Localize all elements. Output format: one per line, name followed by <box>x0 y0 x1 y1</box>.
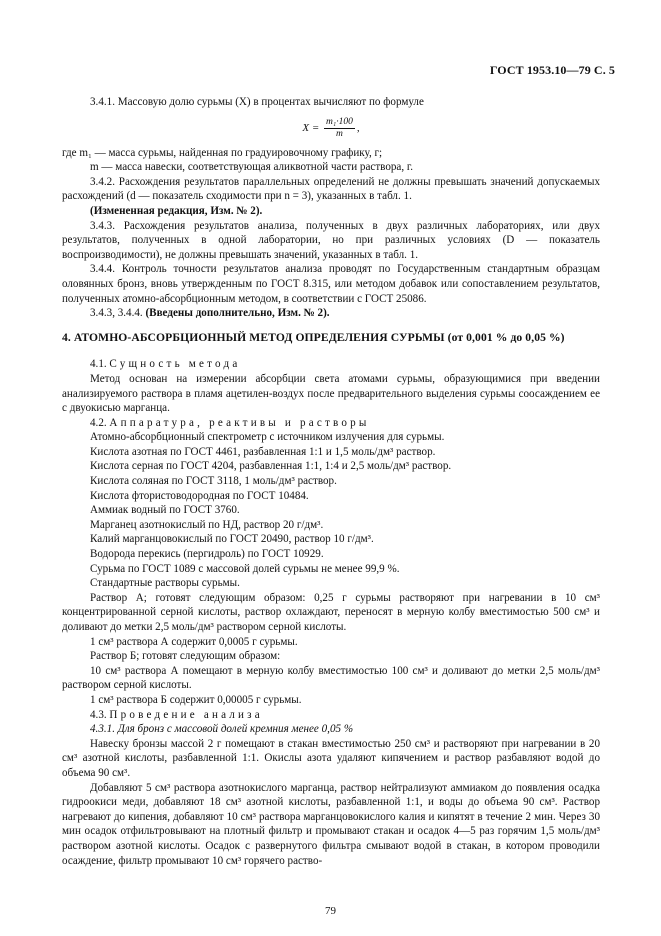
list-item: Сурьма по ГОСТ 1089 с массовой долей сурьмы не менее 99,9 %. <box>90 562 400 575</box>
revision-note: (Измененная редакция, Изм. № 2). <box>90 204 263 217</box>
where-line-1: где m₁ — масса сурьмы, найденная по градуировочному графику, г; <box>62 146 383 159</box>
clause-4-1-heading <box>62 357 600 372</box>
procedure-paragraph-2: Добавляют 5 см³ раствора азотнокислого марганца, раствор нейтрализуют аммиаком до появления осадка гидроокиси меди, добавляют 18 см³ азотной кислоты, разбавленной 1:1, и воды до объема 90 см³. Раствор нагревают до кипения, добавляют 10 см³ раствора марганцовокислого калия и кипятят в течение 2 мин. Через 30 мин осадок отфильтровывают на плотный фильтр и промывают стакан и осадок 4—5 раз горячим 1,5 моль/дм³ раствором азотной кислоты. Осадок с развернутого фильтра смывают водой в стакан, в котором проводили осаждение, фильтр промывают 10 см³ горячего раство- <box>62 781 600 867</box>
list-item: Атомно-абсорбционный спектрометр с источником излучения для сурьмы. <box>90 431 445 444</box>
clause-4-3-heading <box>62 708 600 723</box>
reagent-list <box>62 430 600 591</box>
list-item: Кислота фтористоводородная по ГОСТ 10484. <box>90 489 309 502</box>
page-number: 79 <box>325 905 336 917</box>
clause-3-4-1: 3.4.1. Массовую долю сурьмы (X) в процентах вычисляют по формуле <box>90 96 424 108</box>
clause-4-2-title: Аппаратура, реактивы и растворы <box>109 416 370 429</box>
addition-note-prefix: 3.4.3, 3.4.4. <box>90 307 146 320</box>
solution-b: Раствор Б; готовят следующим образом: <box>90 650 281 663</box>
clause-4-1-text: Метод основан на измерении абсорбции света атомами сурьмы, образующимися при введении анализируемого раствора в пламя ацетилен-воздух после предварительного выделения сурьмы соосаждением ее с двуокисью марганца. <box>62 372 600 415</box>
clause-3-4-3: 3.4.3. Расхождения результатов анализа, полученных в двух различных лабораториях, или двух результатов, полученных в одной лаборатории, но при различных условиях (D — показатель воспроизводимости), не должны превышать значений, указанных в табл. 1. <box>62 219 600 261</box>
list-item: Стандартные растворы сурьмы. <box>90 577 240 590</box>
addition-note <box>62 306 600 321</box>
page-body <box>62 95 600 868</box>
formula-tail: , <box>356 121 360 134</box>
formula-numerator: m₁·100 <box>326 116 353 127</box>
clause-4-1-number: 4.1. <box>90 358 107 371</box>
clause-4-1-title: Сущность метода <box>109 358 241 371</box>
list-item: Кислота азотная по ГОСТ 4461, разбавленная 1:1 и 1,5 моль/дм³ раствор. <box>90 445 436 458</box>
list-item: Калий марганцовокислый по ГОСТ 20490, раствор 10 г/дм³. <box>90 533 374 546</box>
list-item: Аммиак водный по ГОСТ 3760. <box>90 504 240 517</box>
page-header: ГОСТ 1953.10—79 С. 5 <box>489 63 615 77</box>
clause-4-2-number: 4.2. <box>90 416 107 429</box>
where-line-2: m — масса навески, соответствующая аликвотной части раствора, г. <box>90 161 413 174</box>
solution-a-note: 1 см³ раствора А содержит 0,0005 г сурьмы. <box>90 635 298 648</box>
clause-4-3-1: 4.3.1. Для бронз с массовой долей кремния менее 0,05 % <box>90 723 354 736</box>
addition-note-bold: (Введены дополнительно, Изм. № 2). <box>145 307 330 320</box>
section-4-title: 4. АТОМНО-АБСОРБЦИОННЫЙ МЕТОД ОПРЕДЕЛЕНИЯ СУРЬМЫ (от 0,001 % до 0,05 %) <box>62 330 565 344</box>
solution-b-text: 10 см³ раствора А помещают в мерную колбу вместимостью 100 см³ и доливают до метки 2,5 моль/дм³ раствором серной кислоты. <box>62 664 600 692</box>
solution-b-note: 1 см³ раствора Б содержит 0,00005 г сурьмы. <box>90 693 302 706</box>
formula-denominator: m <box>336 128 343 139</box>
list-item: Водорода перекись (пергидроль) по ГОСТ 10929. <box>90 548 324 561</box>
list-item: Кислота соляная по ГОСТ 3118, 1 моль/дм³ раствор. <box>90 475 337 488</box>
list-item: Марганец азотнокислый по НД, раствор 20 г/дм³. <box>90 518 324 531</box>
formula-fraction <box>324 117 355 140</box>
list-item: Кислота серная по ГОСТ 4204, разбавленная 1:1, 1:4 и 2,5 моль/дм³ раствор. <box>90 460 452 473</box>
clause-3-4-2: 3.4.2. Расхождения результатов параллельных определений не должны превышать значений допускаемых расхождений (d — показатель сходимости при n = 3), указанных в табл. 1. <box>62 175 600 203</box>
solution-a: Раствор А; готовят следующим образом: 0,25 г сурьмы растворяют при нагревании в 10 см³ концентрированной серной кислоты, раствор охлаждают, переносят в мерную колбу вместимостью 500 см³ и доливают до метки 2,5 моль/дм³ раствором серной кислоты. <box>62 591 600 633</box>
clause-4-2-heading <box>62 416 600 431</box>
clause-3-4-4: 3.4.4. Контроль точности результатов анализа проводят по Государственным стандартным образцам оловянных бронз, вновь утвержденным по ГОСТ 8.315, или методом добавок или сопоставлением результатов, полученных атомно-абсорбционным методом, в соответствии с ГОСТ 25086. <box>62 263 600 305</box>
procedure-paragraph-1: Навеску бронзы массой 2 г помещают в стакан вместимостью 250 см³ и растворяют при нагревании в 20 см³ азотной кислоты, разбавленной 1:1. Окислы азота удаляют кипячением и раствор разбавляют водой до объема 90 см³. <box>62 737 600 779</box>
clause-4-3-number: 4.3. <box>90 708 107 721</box>
formula-lhs: X = <box>302 121 320 134</box>
formula <box>62 117 600 140</box>
clause-4-3-title: Проведение анализа <box>109 708 263 721</box>
